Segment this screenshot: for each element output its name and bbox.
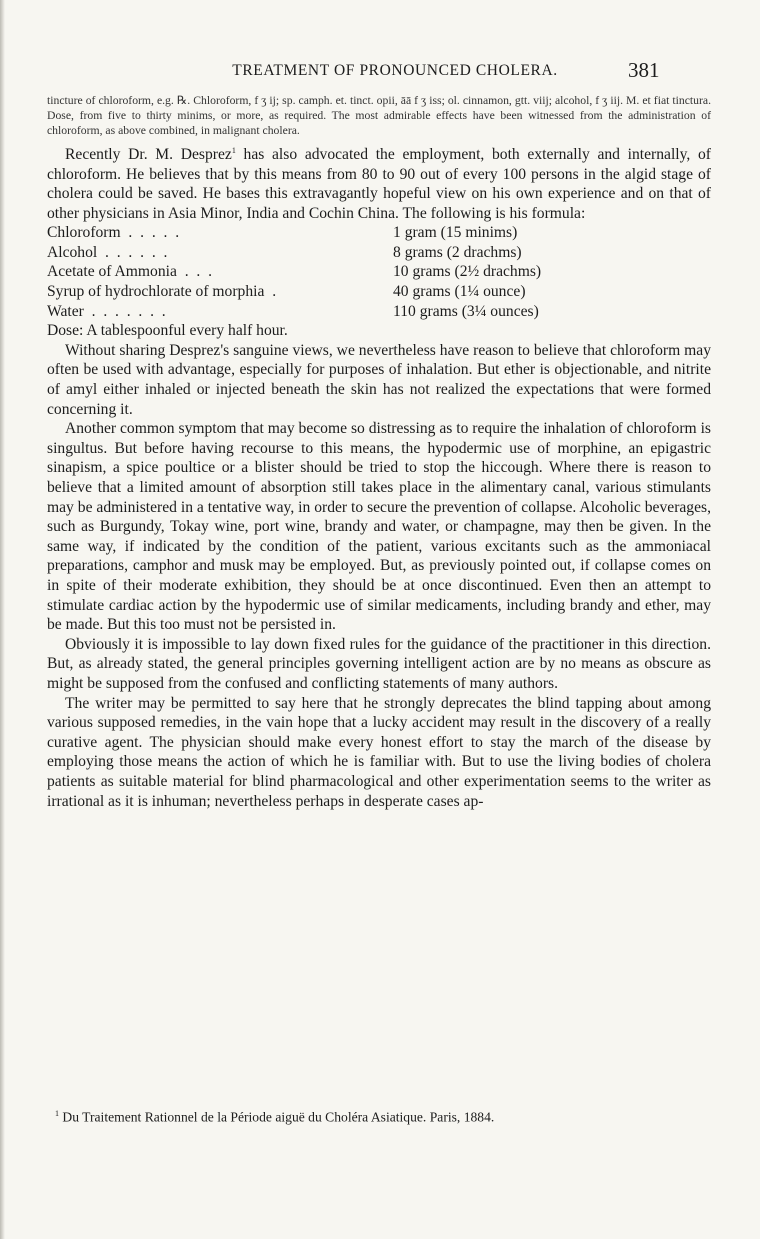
- paragraph-desprez-rest: has also advocated the employment, both externally and internally, of chloroform. He believes that by this means from 80 to 90 out of every 100 persons in the algid stage of cholera could be saved. He bases this extravagantly hopeful view on his own experience and on that of other physicians in Asia Minor, India and Cochin China. The following is his formula:: [47, 145, 711, 222]
- ingredient-quantity: 110 grams (3¼ ounces): [393, 302, 539, 320]
- ingredient-quantity: 8 grams (2 drachms): [393, 243, 522, 261]
- paragraph-singultus: Another common symptom that may become so distressing as to require the inhalation of chloroform is singultus. But before having recourse to this means, the hypodermic use of morphine, an epigastric sinapism, a spice poultice or a blister should be tried to stop the hiccough. Where there is reason to believe that a limited amount of absorption still takes place in the alimentary canal, various stimulants may be administered in a tentative way, in order to secure the prevention of collapse. Alcoholic beverages, such as Burgundy, Tokay wine, port wine, brandy and water, or champagne, may then be given. In the same way, if indicated by the condition of the patient, various excitants such as the ammoniacal preparations, camphor and musk may be employed. But, as previously pointed out, if collapse comes on in spite of their moderate exhibition, they should be at once discontinued. Even then an attempt to stimulate cardiac action by the hypodermic use of similar medicaments, including brandy and ether, may be made. But this too must not be persisted in.: [47, 420, 711, 634]
- running-header: TREATMENT OF PRONOUNCED CHOLERA.: [232, 62, 558, 79]
- formula-table: [47, 223, 711, 341]
- formula-row: [47, 262, 711, 282]
- paragraph-chloroform-use: Without sharing Desprez's sanguine views, we nevertheless have reason to believe that chloroform may often be used with advantage, especially for purposes of inhalation. But ether is objectionable, and nitrite of amyl either inhaled or injected beneath the skin has not realized the expectations that were formed concerning it.: [47, 341, 711, 418]
- ingredient-name: Acetate of Ammonia . . .: [47, 263, 212, 281]
- ingredient-quantity: 40 grams (1¼ ounce): [393, 283, 526, 301]
- page-number: 381: [628, 58, 660, 82]
- formula-row: [47, 243, 711, 263]
- footnote-text: [47, 1106, 711, 1126]
- formula-row: [47, 282, 711, 302]
- footnote: [47, 1106, 711, 1126]
- footnote-ref: 1: [231, 145, 236, 155]
- body-text: [47, 94, 711, 811]
- paragraph-experimentation: The writer may be permitted to say here that he strongly deprecates the blind tapping about among various supposed remedies, in the vain hope that a lucky accident may result in the discovery of a really curative agent. The physician should make every honest effort to stay the march of the disease by employing those means the action of which he is familiar with. But to use the living bodies of cholera patients as suitable material for blind pharmacological and other experimentation seems to the writer as irrational as it is inhuman; nevertheless perhaps in desperate cases ap-: [47, 694, 711, 810]
- paragraph-desprez: [47, 141, 711, 224]
- ingredient-name: Syrup of hydrochlorate of morphia .: [47, 283, 277, 301]
- dose-line: Dose: A tablespoonful every half hour.: [47, 322, 288, 340]
- ingredient-name: Chloroform . . . . .: [47, 224, 180, 242]
- formula-row: [47, 302, 711, 322]
- ingredient-quantity: 10 grams (2½ drachms): [393, 263, 542, 281]
- paragraph-rules: Obviously it is impossible to lay down fixed rules for the guidance of the practitioner in this direction. But, as already stated, the general principles governing intelligent action are by no means as obscure as might be supposed from the confused and conflicting statements of many authors.: [47, 635, 711, 692]
- footnote-citation: Du Traitement Rationnel de la Période aiguë du Choléra Asiatique. Paris, 1884.: [59, 1109, 495, 1125]
- paragraph-desprez-start: Recently Dr. M. Desprez: [65, 145, 232, 163]
- ingredient-quantity: 1 gram (15 minims): [393, 224, 518, 242]
- paragraph-tincture: tincture of chloroform, e.g. ℞. Chloroform, f ʒ ij; sp. camph. et. tinct. opii, āā f ʒ iss; ol. cinnamon, gtt. viij; alcohol, f ʒ iij. M. et fiat tinctura. Dose, from five to thirty minims, or more, as required. The most admirable effects have been witnessed from the administration of chloroform, as above combined, in malignant cholera.: [47, 94, 711, 137]
- binding-edge: [0, 0, 5, 1239]
- footnote-marker: 1: [55, 1109, 59, 1118]
- ingredient-name: Alcohol . . . . . .: [47, 243, 168, 261]
- formula-row: [47, 223, 711, 243]
- ingredient-name: Water . . . . . . .: [47, 302, 166, 320]
